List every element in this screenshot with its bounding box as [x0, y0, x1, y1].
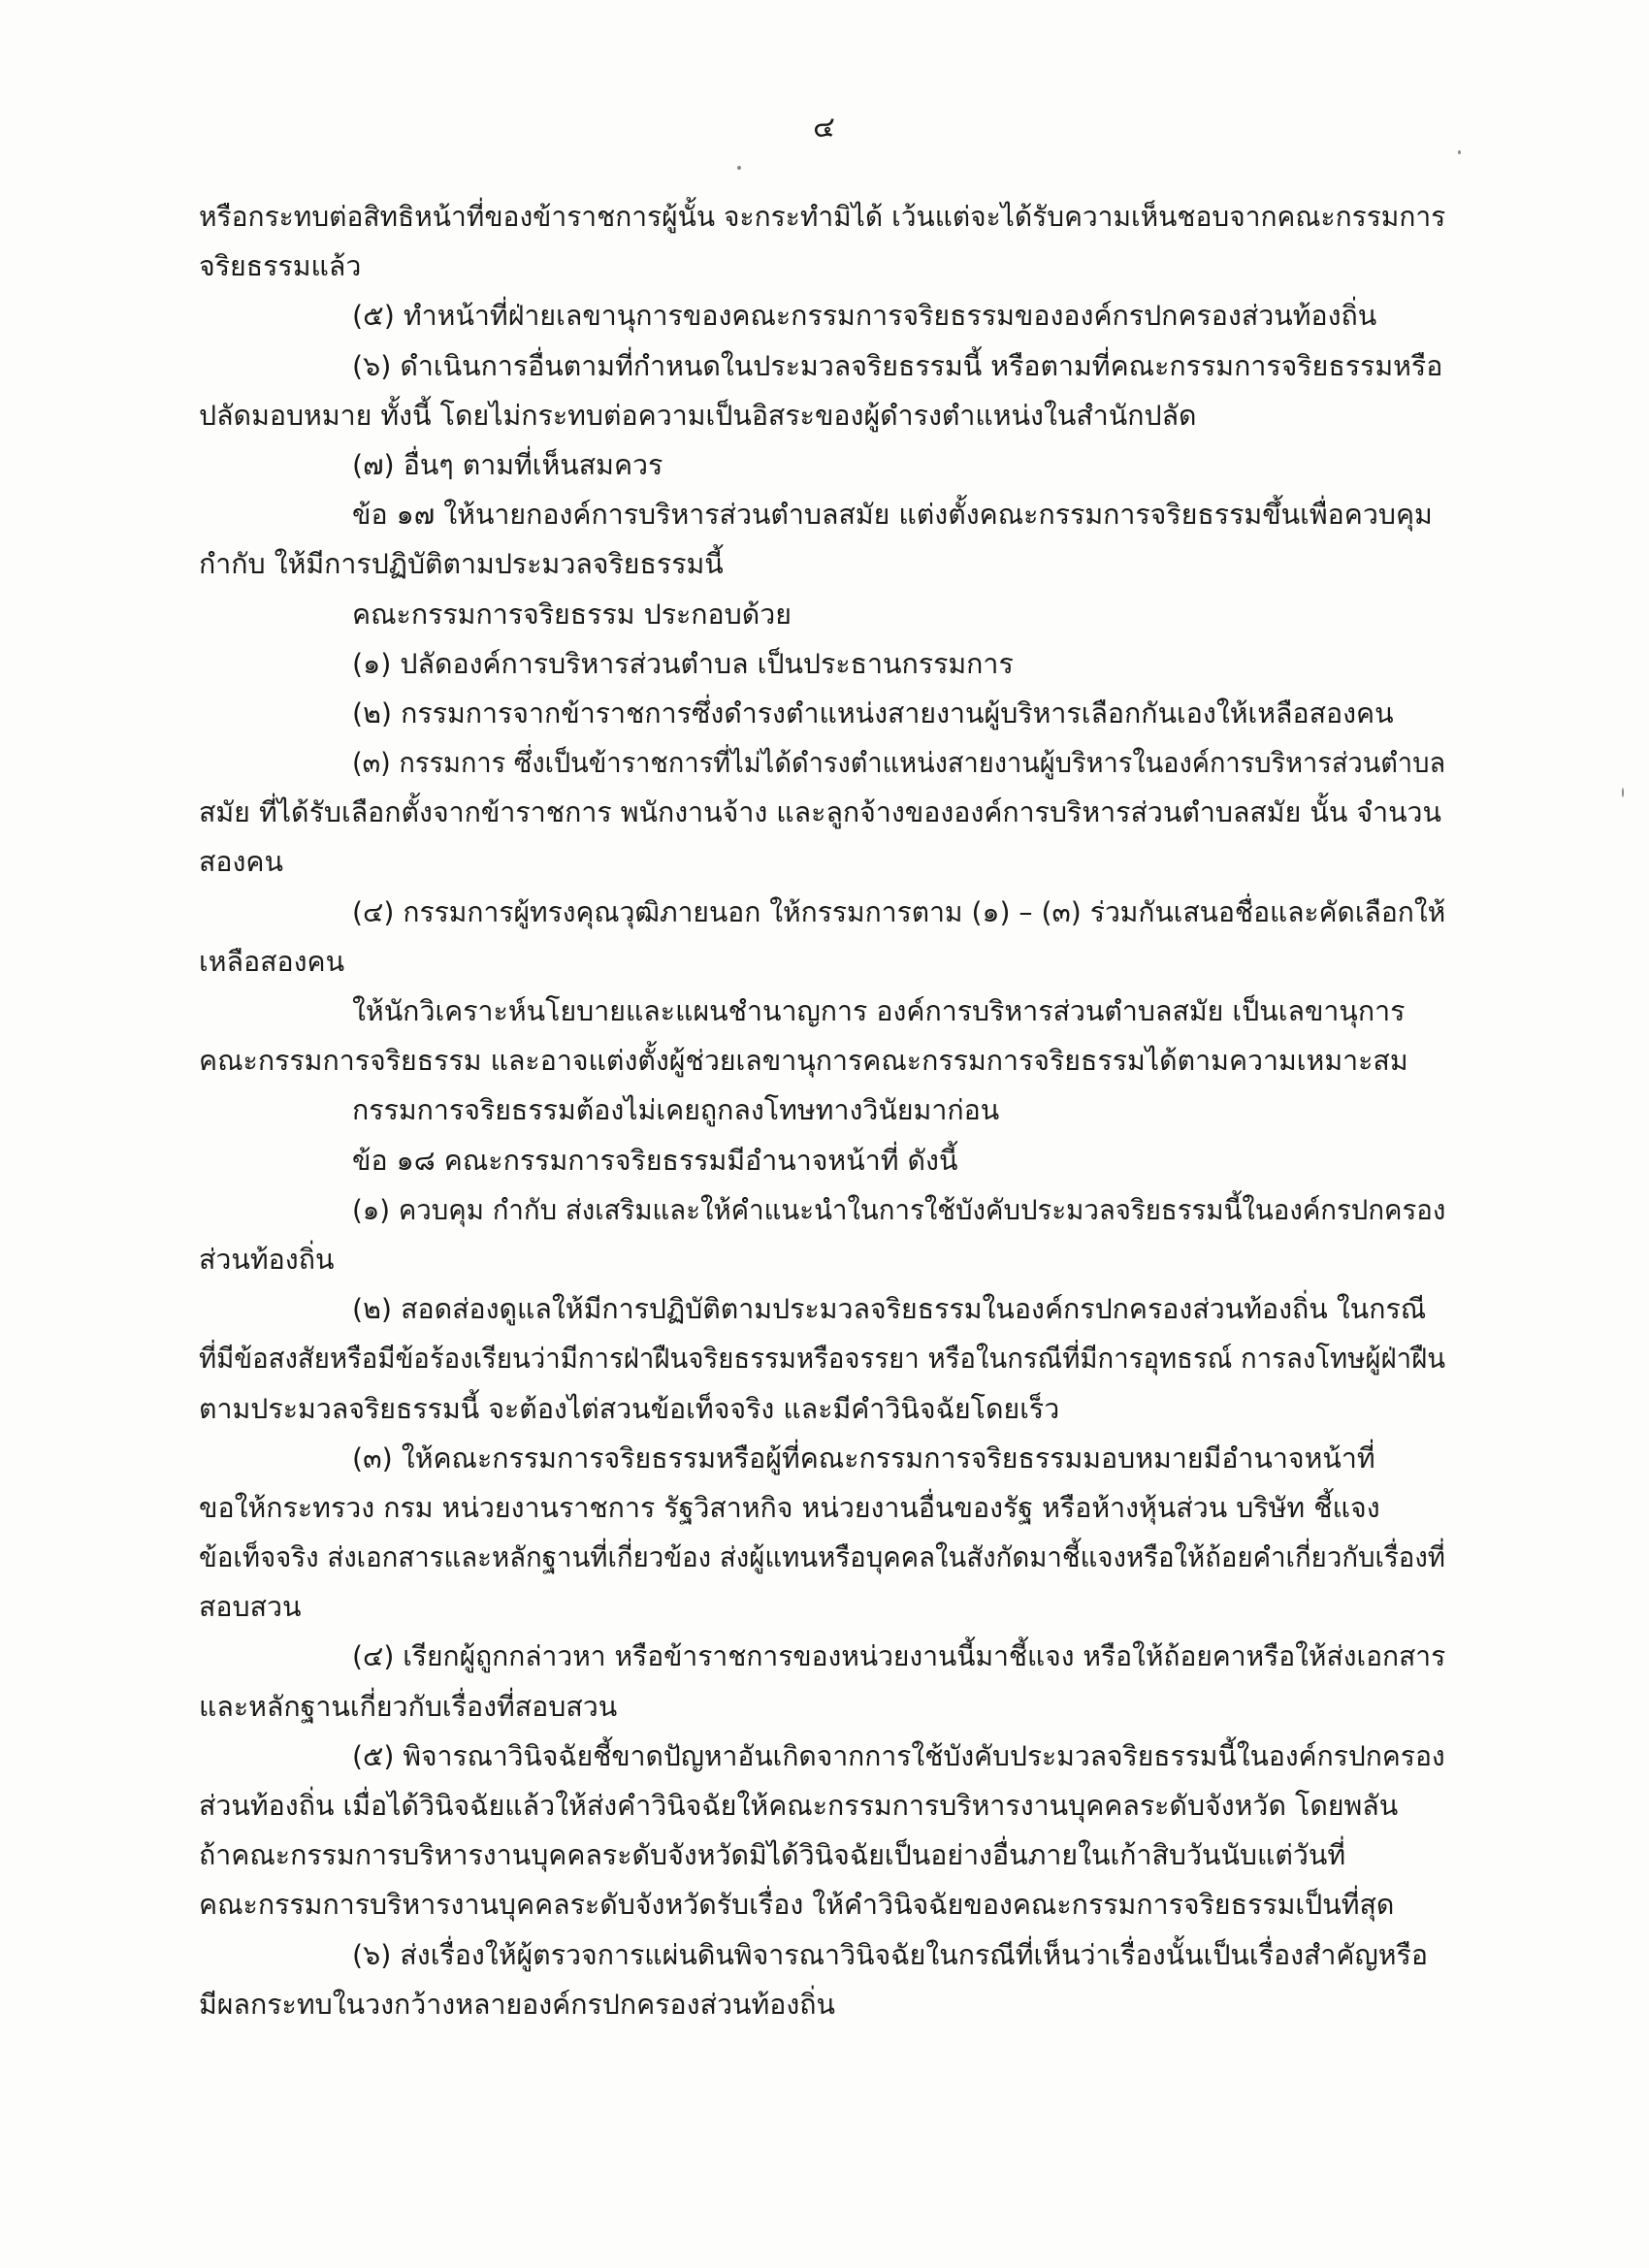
- text-line: (๒) สอดส่องดูแลให้มีการปฏิบัติตามประมวลจริยธรรมในองค์กรปกครองส่วนท้องถิ่น ในกรณี: [352, 1293, 1427, 1326]
- text-line: (๑) ควบคุม กำกับ ส่งเสริมและให้คำแนะนำในการใช้บังคับประมวลจริยธรรมนี้ในองค์กรปกครอง: [352, 1193, 1445, 1226]
- text-line: จริยธรรมแล้ว: [199, 250, 362, 283]
- text-line: คณะกรรมการบริหารงานบุคคลระดับจังหวัดรับเรื่อง ให้คำวินิจฉัยของคณะกรรมการจริยธรรมเป็นที่สุด: [199, 1889, 1395, 1922]
- scan-speck: [737, 166, 741, 170]
- text-line: คณะกรรมการจริยธรรม ประกอบด้วย: [352, 598, 792, 631]
- page-number: ๔: [813, 111, 836, 145]
- text-line: ที่มีข้อสงสัยหรือมีข้อร้องเรียนว่ามีการฝ่าฝืนจริยธรรมหรือจรรยา หรือในกรณีที่มีการอุทธรณ์ การลงโทษผู้ฝ่าฝืน: [199, 1343, 1445, 1376]
- text-line: (๖) ดำเนินการอื่นตามที่กำหนดในประมวลจริยธรรมนี้ หรือตามที่คณะกรรมการจริยธรรมหรือ: [352, 349, 1443, 382]
- text-line: ข้อเท็จจริง ส่งเอกสารและหลักฐานที่เกี่ยวข้อง ส่งผู้แทนหรือบุคคลในสังกัดมาชี้แจงหรือให้ถ้อยคำเกี่ยวกับเรื่องที่: [199, 1541, 1445, 1574]
- text-line: สมัย ที่ได้รับเลือกตั้งจากข้าราชการ พนักงานจ้าง และลูกจ้างขององค์การบริหารส่วนตำบลสมัย นั้น จำนวน: [199, 796, 1442, 829]
- scan-speck: [1622, 788, 1624, 797]
- text-line: (๖) ส่งเรื่องให้ผู้ตรวจการแผ่นดินพิจารณาวินิจฉัยในกรณีที่เห็นว่าเรื่องนั้นเป็นเรื่องสำคัญหรือ: [352, 1938, 1428, 1971]
- text-line: ถ้าคณะกรรมการบริหารงานบุคคลระดับจังหวัดมิได้วินิจฉัยเป็นอย่างอื่นภายในเก้าสิบวันนับแต่วันที่: [199, 1839, 1346, 1872]
- text-line: ปลัดมอบหมาย ทั้งนี้ โดยไม่กระทบต่อความเป็นอิสระของผู้ดำรงตำแหน่งในสำนักปลัด: [199, 399, 1197, 432]
- document-body: [199, 192, 1445, 2029]
- text-line: (๑) ปลัดองค์การบริหารส่วนตำบล เป็นประธานกรรมการ: [352, 647, 1014, 680]
- text-line: สองคน: [199, 846, 283, 879]
- text-line: ส่วนท้องถิ่น: [199, 1243, 335, 1276]
- text-line: (๓) กรรมการ ซึ่งเป็นข้าราชการที่ไม่ได้ดำรงตำแหน่งสายงานผู้บริหารในองค์การบริหารส่วนตำบล: [352, 747, 1445, 780]
- text-line: ให้นักวิเคราะห์นโยบายและแผนชำนาญการ องค์การบริหารส่วนตำบลสมัย เป็นเลขานุการ: [352, 995, 1406, 1027]
- text-line: เหลือสองคน: [199, 945, 345, 978]
- text-line: ข้อ ๑๘ คณะกรรมการจริยธรรมมีอำนาจหน้าที่ ดังนี้: [352, 1144, 958, 1177]
- text-line: (๔) กรรมการผู้ทรงคุณวุฒิภายนอก ให้กรรมการตาม (๑) – (๓) ร่วมกันเสนอชื่อและคัดเลือกให้: [352, 895, 1445, 928]
- text-line: (๕) ทำหน้าที่ฝ่ายเลขานุการของคณะกรรมการจริยธรรมขององค์กรปกครองส่วนท้องถิ่น: [352, 300, 1377, 333]
- text-line: (๒) กรรมการจากข้าราชการซึ่งดำรงตำแหน่งสายงานผู้บริหารเลือกกันเองให้เหลือสองคน: [352, 697, 1394, 729]
- text-line: กำกับ ให้มีการปฏิบัติตามประมวลจริยธรรมนี้: [199, 548, 724, 581]
- text-line: (๗) อื่นๆ ตามที่เห็นสมควร: [352, 448, 663, 481]
- text-line: และหลักฐานเกี่ยวกับเรื่องที่สอบสวน: [199, 1690, 618, 1723]
- text-line: กรรมการจริยธรรมต้องไม่เคยถูกลงโทษทางวินัยมาก่อน: [352, 1094, 1000, 1127]
- text-line: คณะกรรมการจริยธรรม และอาจแต่งตั้งผู้ช่วยเลขานุการคณะกรรมการจริยธรรมได้ตามความเหมาะสม: [199, 1045, 1408, 1078]
- text-line: ตามประมวลจริยธรรมนี้ จะต้องไต่สวนข้อเท็จจริง และมีคำวินิจฉัยโดยเร็ว: [199, 1392, 1060, 1425]
- text-line: (๔) เรียกผู้ถูกกล่าวหา หรือข้าราชการของหน่วยงานนี้มาชี้แจง หรือให้ถ้อยคาหรือให้ส่งเอกสาร: [352, 1640, 1445, 1673]
- text-line: (๓) ให้คณะกรรมการจริยธรรมหรือผู้ที่คณะกรรมการจริยธรรมมอบหมายมีอำนาจหน้าที่: [352, 1442, 1375, 1474]
- text-line: ส่วนท้องถิ่น เมื่อได้วินิจฉัยแล้วให้ส่งคำวินิจฉัยให้คณะกรรมการบริหารงานบุคคลระดับจังหวัด โดยพลัน: [199, 1790, 1399, 1822]
- text-line: ขอให้กระทรวง กรม หน่วยงานราชการ รัฐวิสาหกิจ หน่วยงานอื่นของรัฐ หรือห้างหุ้นส่วน บริษัท ชี้แจง: [199, 1491, 1380, 1524]
- scan-speck: [1458, 150, 1461, 154]
- text-line: (๕) พิจารณาวินิจฉัยชี้ขาดปัญหาอันเกิดจากการใช้บังคับประมวลจริยธรรมนี้ในองค์กรปกครอง: [352, 1739, 1445, 1772]
- text-line: สอบสวน: [199, 1591, 302, 1624]
- text-line: มีผลกระทบในวงกว้างหลายองค์กรปกครองส่วนท้องถิ่น: [199, 1988, 836, 2021]
- text-line: หรือกระทบต่อสิทธิหน้าที่ของข้าราชการผู้นั้น จะกระทำมิได้ เว้นแต่จะได้รับความเห็นชอบจากคณะกรรมการ: [199, 201, 1445, 233]
- text-line: ข้อ ๑๗ ให้นายกองค์การบริหารส่วนตำบลสมัย แต่งตั้งคณะกรรมการจริยธรรมขึ้นเพื่อควบคุม: [352, 499, 1433, 532]
